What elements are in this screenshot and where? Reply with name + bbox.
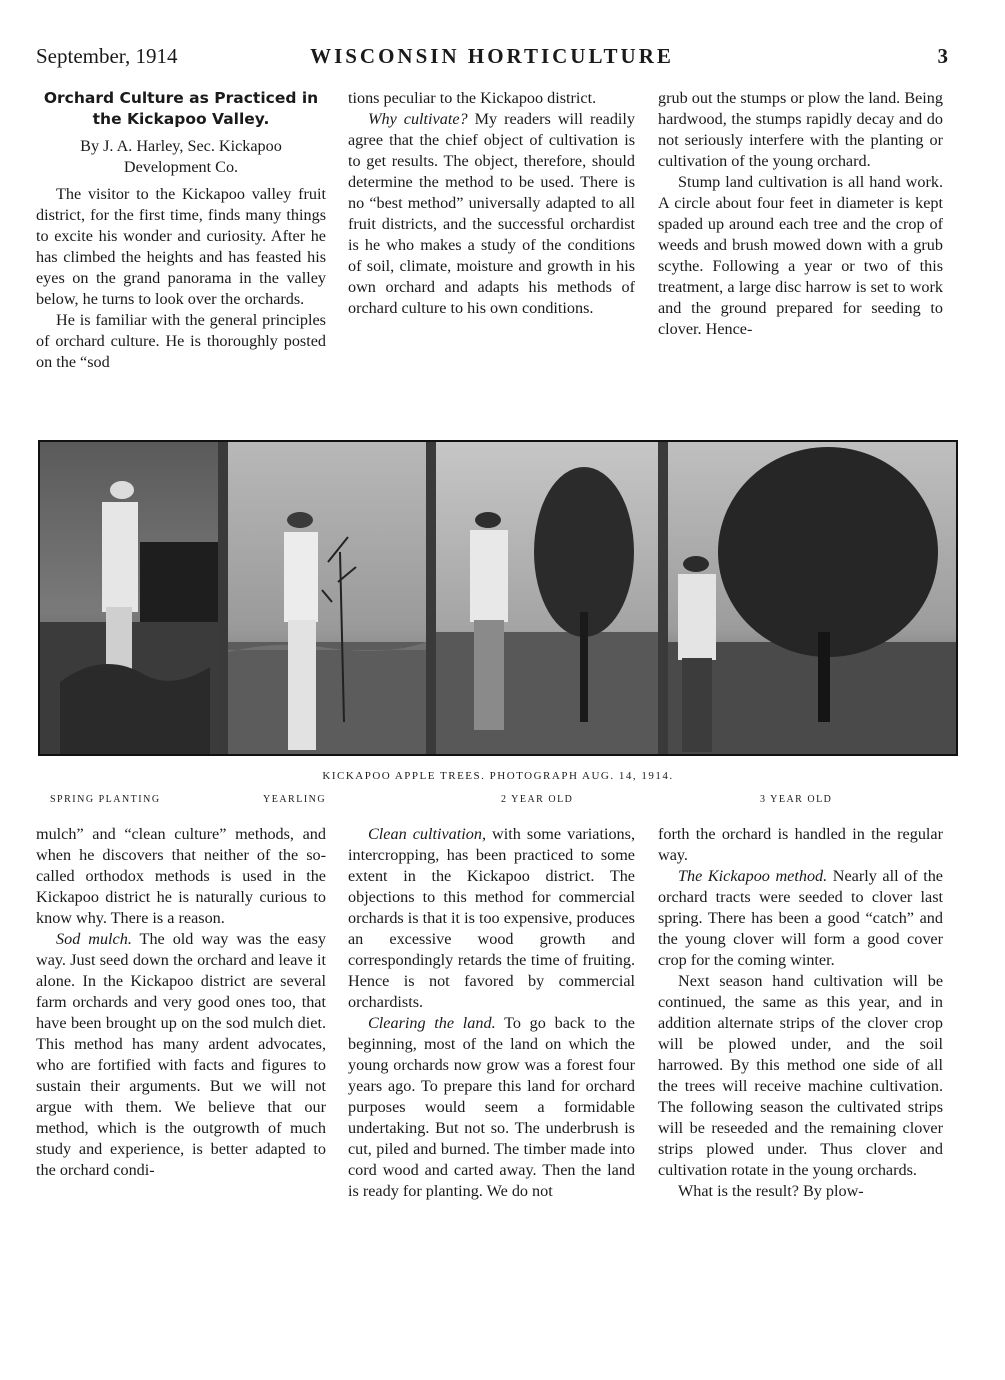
paragraph [348,824,635,1013]
page-header [36,44,948,78]
top-column-1 [36,88,326,373]
paragraph: Next season hand cultivation will be continued, the same as this year, and in addition alternate strips of the clover crop will be plowed under, and the soil harrowed. By this method one side of all the trees will receive machine cultivation. The following season the cultivated strips will be reseeded and the remaining clover strips plowed under. Thus clover and cultivation rotate in the young orchards. [658,972,943,1179]
photo-yearling [228,442,426,754]
label-spring-planting: SPRING PLANTING [50,794,161,805]
byline-line-2: Development Co. [123,158,239,176]
section-heading-kickapoo-method: The Kickapoo method. [678,867,828,885]
byline [36,136,326,178]
label-3-year-old: 3 YEAR OLD [760,794,833,805]
paragraph-text: The old way was the easy way. Just seed down the orchard and leave it alone. In the Kickapoo district are several farm orchards and very good ones too, that have been brought up on the sod mulch diet. This method has many ardent advocates, who are fortified with facts and figures to sustain their arguments. But we will not argue with them. We believe that our method, which is the outgrowth of much study and experience, is better adapted to the orchard condi- [36,930,326,1179]
paragraph: forth the orchard is handled in the regular way. [658,825,943,864]
bottom-column-1 [36,824,326,1181]
paragraph: He is familiar with the general principles of orchard culture. He is thoroughly posted on the “sod [36,311,326,371]
paragraph-text: with some variations, intercropping, has been practiced to some extent in the Kickapoo district. The objections to this method for commercial orchards is that it is too expensive, produces an excessive wood growth and correspondingly retards the time of fruiting. Hence is not favored by commercial orchardists. [348,825,635,1011]
paragraph: mulch” and “clean culture” methods, and when he discovers that neither of the so-called orthodox methods is used in the Kickapoo district he is naturally curious to know why. There is a reason. [36,825,326,927]
photo-2-year-old [436,442,658,754]
paragraph: Stump land cultivation is all hand work. A circle about four feet in diameter is kept spaded up around each tree and the crop of weeds and brush mowed down with a grub scythe. Following a year or two of this treatment, a large disc harrow is set to work and the ground prepared for seeding to clover. Hence- [658,173,943,338]
article-title-line-2: the Kickapoo Valley. [92,110,270,128]
orchard-photo-strip [38,440,958,756]
section-heading-sod-mulch: Sod mulch. [56,930,132,948]
paragraph [658,866,943,971]
section-heading-clearing-the-land: Clearing the land. [368,1014,496,1032]
paragraph [348,1013,635,1202]
label-2-year-old: 2 YEAR OLD [501,794,574,805]
paragraph [348,109,635,319]
photo-spring-planting [40,442,218,754]
paragraph: tions peculiar to the Kickapoo district. [348,89,597,107]
bottom-column-3 [658,824,943,1202]
section-heading-clean-cultivation: Clean cultivation, [368,825,486,843]
paragraph: What is the result? By plow- [678,1182,864,1200]
paragraph: The visitor to the Kickapoo valley fruit district, for the first time, finds many things to excite his wonder and curiosity. After he has climbed the heights and has feasted his eyes on the grand panorama in the valley below, he turns to look over the orchards. [36,185,326,308]
article-title-line-1: Orchard Culture as Practiced in [43,89,319,107]
paragraph-text: To go back to the beginning, most of the land on which the young orchards now grow was a forest four years ago. To prepare this land for orchard purposes would seem a formidable undertaking. But not so. The underbrush is cut, piled and burned. The timber made into cord wood and carted away. Then the land is ready for planting. We do not [348,1014,635,1200]
photo-3-year-old [668,442,956,754]
label-yearling: YEARLING [263,794,327,805]
paragraph-text: Nearly all of the orchard tracts were seeded to clover last spring. There has been a good “catch” and the young clover will form a good cover crop for the coming winter. [658,867,943,969]
article-title [36,88,326,130]
paragraph-text: My readers will readily agree that the chief object of cultivation is to get results. The object, therefore, should determine the method to be used. There is no “best method” universally adapted to all fruit districts, and the successful orchardist is he who makes a study of the conditions of soil, climate, moisture and growth in his own orchard and adapts his methods of orchard culture to his own conditions. [348,110,635,317]
figure-caption: KICKAPOO APPLE TREES. PHOTOGRAPH AUG. 14, 1914. [322,770,674,782]
page-number: 3 [937,44,948,68]
paragraph [36,929,326,1181]
paragraph: grub out the stumps or plow the land. Being hardwood, the stumps rapidly decay and do not seriously interfere with the planting or cultivation of the young orchard. [658,89,943,170]
publication-title: WISCONSIN HORTICULTURE [310,44,674,68]
issue-date: September, 1914 [36,44,178,68]
bottom-column-2 [348,824,635,1202]
byline-line-1: By J. A. Harley, Sec. Kickapoo [80,137,282,155]
top-column-2 [348,88,635,319]
figure-sublabels [38,794,958,808]
top-column-3 [658,88,943,340]
section-heading-why-cultivate: Why cultivate? [368,110,468,128]
